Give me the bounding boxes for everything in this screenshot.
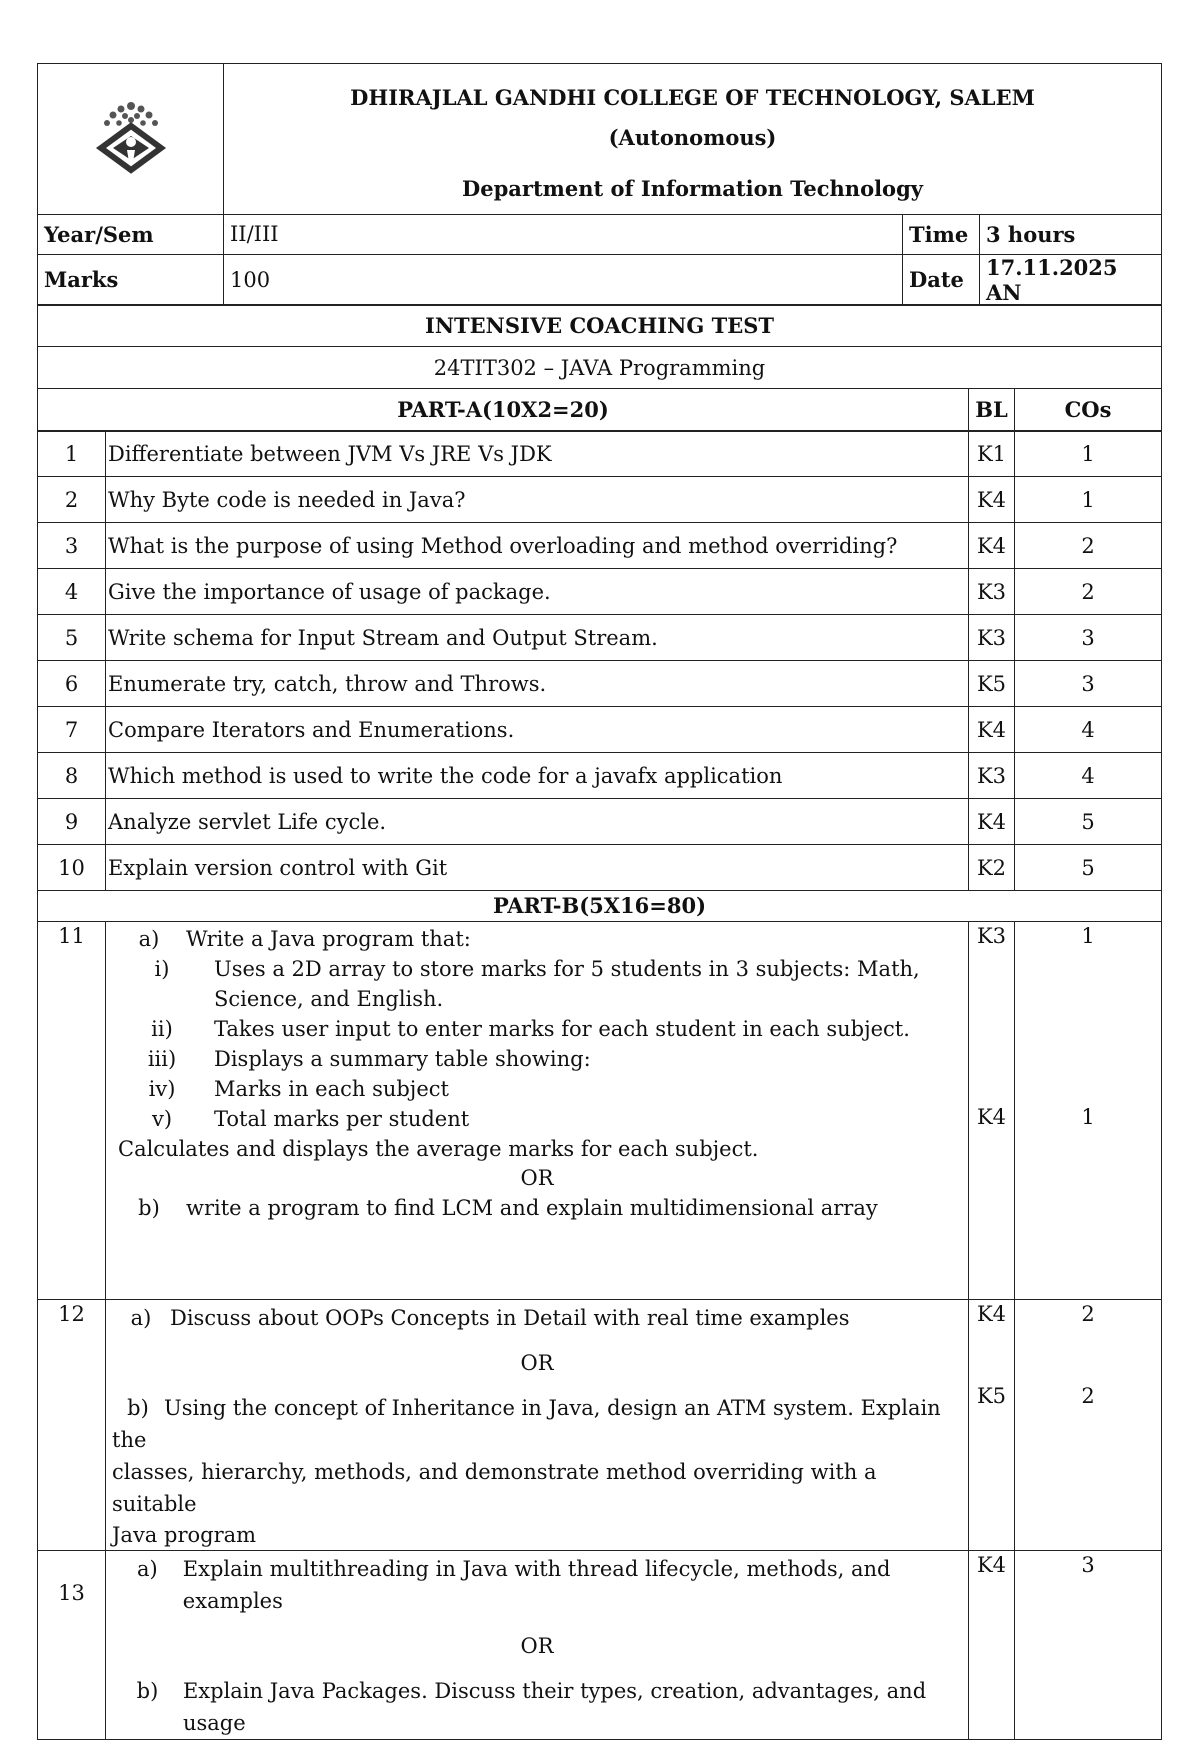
co-value: 2	[1081, 1383, 1095, 1408]
college-title-cell	[224, 64, 1162, 215]
time-value: 3 hours	[980, 214, 1162, 254]
question-number: 9	[38, 799, 106, 845]
co-value: 5	[1015, 845, 1162, 891]
co-value: 1	[1015, 477, 1162, 523]
question-number: 3	[38, 523, 106, 569]
subitem-text: Marks in each subject	[214, 1076, 449, 1101]
option-b-text-cont: classes, hierarchy, methods, and demonstrate method overriding with a suitable	[112, 1459, 877, 1516]
question-number: 8	[38, 753, 106, 799]
q12-bl	[969, 1299, 1015, 1550]
part-a-question-row	[38, 523, 1162, 569]
part-a-table	[37, 388, 1162, 432]
bl-value: K2	[969, 845, 1015, 891]
college-logo-icon	[91, 98, 171, 176]
q11-subitem	[112, 1014, 962, 1044]
question-number: 13	[38, 1550, 106, 1739]
bl-value: K4	[969, 707, 1015, 753]
part-b-title: PART-B(5X16=80)	[38, 890, 1162, 921]
cos-header: COs	[1015, 388, 1162, 431]
part-a-question-row	[38, 661, 1162, 707]
subitem-text: Displays a summary table showing:	[214, 1046, 591, 1071]
q11-subitem	[112, 1044, 962, 1074]
marks-value: 100	[224, 254, 903, 305]
q13-co: 3	[1015, 1550, 1162, 1739]
bl-value: K4	[976, 1301, 1007, 1326]
co-value: 4	[1015, 753, 1162, 799]
option-a-label: a)	[138, 926, 160, 951]
bl-header: BL	[969, 388, 1015, 431]
autonomous-label: (Autonomous)	[608, 124, 777, 150]
department-name: Department of Information Technology	[462, 175, 923, 201]
part-a-question-row	[38, 753, 1162, 799]
bl-value: K4	[969, 799, 1015, 845]
question-text: Compare Iterators and Enumerations.	[106, 707, 969, 753]
option-b-label: b)	[138, 1195, 160, 1220]
bl-value: K5	[969, 661, 1015, 707]
bl-value: K3	[969, 753, 1015, 799]
date-value: 17.11.2025 AN	[980, 254, 1162, 305]
subitem-text: Takes user input to enter marks for each student in each subject.	[214, 1016, 910, 1041]
option-a-text: Write a Java program that:	[186, 926, 471, 951]
co-value: 4	[1015, 707, 1162, 753]
subitem-numeral: ii)	[151, 1016, 173, 1041]
q13-bl: K4	[969, 1550, 1015, 1739]
question-number: 10	[38, 845, 106, 891]
question-text: Why Byte code is needed in Java?	[106, 477, 969, 523]
q11-subitem	[112, 984, 962, 1014]
option-b-text-end: Java program	[112, 1522, 257, 1547]
question-text: Give the importance of usage of package.	[106, 569, 969, 615]
header-table	[37, 63, 1162, 215]
question-number: 1	[38, 431, 106, 477]
question-text: Differentiate between JVM Vs JRE Vs JDK	[106, 431, 969, 477]
bl-value: K3	[976, 923, 1007, 948]
subitem-numeral: iii)	[147, 1046, 177, 1071]
q11-co	[1015, 921, 1162, 1299]
course-title: 24TIT302 – JAVA Programming	[38, 347, 1162, 389]
part-a-question-row	[38, 615, 1162, 661]
co-value: 2	[1015, 523, 1162, 569]
marks-label: Marks	[38, 254, 224, 305]
q11-calc-text: Calculates and displays the average marks for each subject.	[118, 1136, 759, 1161]
option-b-label: b)	[127, 1395, 149, 1420]
co-value: 1	[1081, 1104, 1095, 1129]
part-a-question-row	[38, 845, 1162, 891]
question-13-text	[106, 1550, 969, 1739]
co-value: 5	[1015, 799, 1162, 845]
q11-subitem	[112, 954, 962, 984]
q12-co	[1015, 1299, 1162, 1550]
time-label: Time	[903, 214, 980, 254]
co-value: 2	[1081, 1301, 1095, 1326]
question-text: Which method is used to write the code for a javafx application	[106, 753, 969, 799]
co-value: 3	[1015, 615, 1162, 661]
co-value: 1	[1081, 923, 1095, 948]
part-a-question-row	[38, 707, 1162, 753]
bl-value: K4	[969, 523, 1015, 569]
college-name: DHIRAJLAL GANDHI COLLEGE OF TECHNOLOGY, SALEM	[350, 84, 1035, 110]
college-logo-cell	[38, 64, 224, 215]
title-table	[37, 304, 1162, 389]
question-12-row	[38, 1299, 1162, 1550]
option-a-text: Explain multithreading in Java with thread lifecycle, methods, and examples	[182, 1556, 891, 1613]
question-number: 6	[38, 661, 106, 707]
or-separator: OR	[520, 1633, 554, 1658]
bl-value: K5	[976, 1383, 1007, 1408]
option-b-text: Explain Java Packages. Discuss their types, creation, advantages, and usage	[182, 1678, 927, 1735]
subitem-text: Uses a 2D array to store marks for 5 students in 3 subjects: Math,	[214, 956, 920, 981]
co-value: 2	[1015, 569, 1162, 615]
test-title: INTENSIVE COACHING TEST	[38, 305, 1162, 347]
info-table	[37, 214, 1162, 306]
option-b-text: write a program to find LCM and explain multidimensional array	[186, 1195, 878, 1220]
q11-bl	[969, 921, 1015, 1299]
question-number: 4	[38, 569, 106, 615]
bl-value: K3	[969, 569, 1015, 615]
subitem-numeral: iv)	[148, 1076, 176, 1101]
question-number: 2	[38, 477, 106, 523]
bl-value: K4	[976, 1104, 1007, 1129]
part-a-question-row	[38, 799, 1162, 845]
question-text: Analyze servlet Life cycle.	[106, 799, 969, 845]
question-number: 7	[38, 707, 106, 753]
part-b-table	[37, 890, 1162, 1740]
option-a-text: Discuss about OOPs Concepts in Detail with real time examples	[170, 1305, 850, 1330]
date-label: Date	[903, 254, 980, 305]
subitem-numeral	[112, 984, 212, 1014]
question-11-row	[38, 921, 1162, 1299]
q11-subitem	[112, 1074, 962, 1104]
subitem-numeral: i)	[154, 956, 170, 981]
question-text: What is the purpose of using Method overloading and method overriding?	[106, 523, 969, 569]
question-paper	[37, 63, 1162, 1740]
option-a-label: a)	[137, 1556, 158, 1581]
question-number: 11	[38, 921, 106, 1299]
co-value: 1	[1015, 431, 1162, 477]
option-b-text: Using the concept of Inheritance in Java, design an ATM system. Explain the	[112, 1395, 941, 1452]
q11-subitem	[112, 1104, 962, 1134]
bl-value: K1	[969, 431, 1015, 477]
question-text: Enumerate try, catch, throw and Throws.	[106, 661, 969, 707]
question-number: 5	[38, 615, 106, 661]
option-a-label: a)	[130, 1305, 152, 1330]
part-a-question-row	[38, 569, 1162, 615]
part-a-question-row	[38, 477, 1162, 523]
or-separator: OR	[520, 1350, 554, 1375]
bl-value: K3	[969, 615, 1015, 661]
year-sem-label: Year/Sem	[38, 214, 224, 254]
question-11-text	[106, 921, 969, 1299]
co-value: 3	[1015, 661, 1162, 707]
or-separator: OR	[520, 1165, 554, 1190]
subitem-text: Science, and English.	[214, 986, 444, 1011]
part-a-questions	[37, 430, 1162, 891]
bl-value: K4	[969, 477, 1015, 523]
subitem-numeral: v)	[151, 1106, 173, 1131]
question-13-row	[38, 1550, 1162, 1739]
part-a-question-row	[38, 431, 1162, 477]
question-12-text	[106, 1299, 969, 1550]
year-sem-value: II/III	[224, 214, 903, 254]
question-number: 12	[38, 1299, 106, 1550]
part-a-title: PART-A(10X2=20)	[38, 388, 969, 431]
question-text: Write schema for Input Stream and Output Stream.	[106, 615, 969, 661]
question-text: Explain version control with Git	[106, 845, 969, 891]
q11-subitems	[112, 954, 962, 1134]
option-b-label: b)	[136, 1678, 159, 1703]
subitem-text: Total marks per student	[214, 1106, 470, 1131]
